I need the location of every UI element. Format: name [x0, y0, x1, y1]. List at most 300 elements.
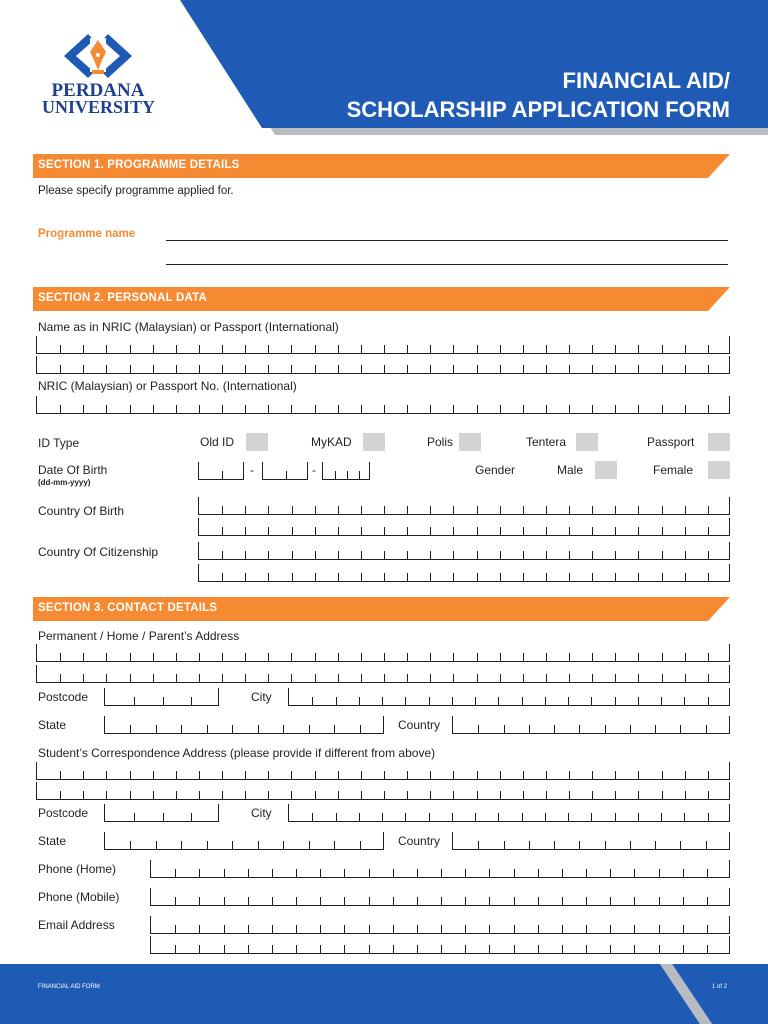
comb-divider	[407, 527, 408, 535]
comb-divider	[83, 674, 84, 682]
comb-divider	[384, 674, 385, 682]
comb-divider	[430, 771, 431, 779]
section2-title: SECTION 2. PERSONAL DATA	[38, 292, 208, 304]
comb-divider	[465, 945, 466, 953]
comb-divider	[268, 405, 269, 413]
comb-divider	[291, 674, 292, 682]
comb-divider	[453, 527, 454, 535]
comb-divider	[546, 506, 547, 514]
comb-divider	[175, 925, 176, 933]
postcode2-field[interactable]	[104, 804, 219, 822]
comb-divider	[538, 897, 539, 905]
comb-divider	[569, 405, 570, 413]
comb-divider	[569, 527, 570, 535]
comb-divider	[224, 925, 225, 933]
comb-divider	[407, 405, 408, 413]
comb-divider	[222, 771, 223, 779]
logo-line1: PERDANA	[51, 80, 145, 101]
comb-divider	[529, 725, 530, 733]
comb-divider	[338, 771, 339, 779]
comb-divider	[680, 725, 681, 733]
comb-divider	[338, 365, 339, 373]
comb-divider	[708, 345, 709, 353]
comb-divider	[523, 345, 524, 353]
comb-divider	[292, 551, 293, 559]
comb-divider	[662, 345, 663, 353]
comb-divider	[245, 527, 246, 535]
comb-divider	[592, 791, 593, 799]
country2-field[interactable]	[452, 832, 730, 850]
state-field[interactable]	[104, 716, 384, 734]
dob-format: (dd-mm-yyyy)	[38, 478, 91, 487]
comb-divider	[586, 925, 587, 933]
comb-divider	[504, 725, 505, 733]
comb-divider	[224, 869, 225, 877]
comb-divider	[592, 551, 593, 559]
comb-divider	[315, 405, 316, 413]
comb-divider	[586, 945, 587, 953]
comb-divider	[592, 365, 593, 373]
comb-divider	[245, 573, 246, 581]
comb-divider	[708, 527, 709, 535]
comb-divider	[272, 897, 273, 905]
city2-field[interactable]	[288, 804, 730, 822]
comb-divider	[134, 697, 135, 705]
comb-divider	[344, 925, 345, 933]
comb-divider	[199, 345, 200, 353]
comb-divider	[615, 791, 616, 799]
comb-divider	[60, 365, 61, 373]
comb-divider	[685, 573, 686, 581]
comb-divider	[475, 697, 476, 705]
comb-divider	[498, 813, 499, 821]
comb-divider	[407, 345, 408, 353]
comb-divider	[465, 897, 466, 905]
comb-divider	[199, 653, 200, 661]
gender-male-label: Male	[557, 463, 584, 477]
comb-divider	[245, 653, 246, 661]
comb-divider	[708, 573, 709, 581]
country-citizenship-field-row2[interactable]	[198, 564, 730, 582]
comb-divider	[130, 841, 131, 849]
dob-label: Date Of Birth	[38, 463, 108, 477]
comb-divider	[708, 697, 709, 705]
comb-divider	[268, 674, 269, 682]
comb-divider	[477, 527, 478, 535]
comb-divider	[569, 653, 570, 661]
correspondence-address-row2[interactable]	[36, 782, 730, 800]
comb-divider	[605, 725, 606, 733]
comb-divider	[706, 725, 707, 733]
comb-divider	[569, 674, 570, 682]
comb-divider	[500, 345, 501, 353]
comb-divider	[477, 573, 478, 581]
comb-divider	[417, 925, 418, 933]
comb-divider	[344, 897, 345, 905]
comb-divider	[83, 791, 84, 799]
comb-divider	[384, 365, 385, 373]
nric-field[interactable]	[36, 396, 730, 414]
comb-divider	[659, 869, 660, 877]
id-option-passport-checkbox[interactable]	[708, 433, 730, 451]
comb-divider	[638, 653, 639, 661]
correspondence-address-row1[interactable]	[36, 762, 730, 780]
comb-divider	[83, 405, 84, 413]
comb-divider	[338, 551, 339, 559]
comb-divider	[292, 573, 293, 581]
comb-divider	[523, 791, 524, 799]
postcode2-label: Postcode	[38, 806, 89, 820]
comb-divider	[245, 506, 246, 514]
dob-sep-1: -	[250, 463, 254, 477]
comb-divider	[662, 506, 663, 514]
nric-label: NRIC (Malaysian) or Passport No. (International)	[38, 379, 297, 393]
comb-divider	[268, 506, 269, 514]
country-birth-label: Country Of Birth	[38, 504, 125, 518]
comb-divider	[514, 897, 515, 905]
comb-divider	[361, 653, 362, 661]
comb-divider	[504, 841, 505, 849]
comb-divider	[546, 674, 547, 682]
dob-sep-2: -	[312, 463, 316, 477]
comb-divider	[417, 869, 418, 877]
comb-divider	[248, 945, 249, 953]
comb-divider	[685, 771, 686, 779]
comb-divider	[685, 365, 686, 373]
id-option-polis-checkbox[interactable]	[459, 433, 481, 451]
comb-divider	[477, 345, 478, 353]
comb-divider	[248, 869, 249, 877]
dob-day-field[interactable]	[198, 462, 244, 480]
comb-divider	[338, 345, 339, 353]
comb-divider	[338, 573, 339, 581]
comb-divider	[181, 725, 182, 733]
comb-divider	[312, 697, 313, 705]
comb-divider	[592, 527, 593, 535]
dob-month-field[interactable]	[262, 462, 308, 480]
comb-divider	[662, 771, 663, 779]
comb-divider	[615, 405, 616, 413]
comb-divider	[361, 674, 362, 682]
state-label: State	[38, 718, 67, 732]
comb-divider	[441, 945, 442, 953]
comb-divider	[430, 674, 431, 682]
comb-divider	[568, 697, 569, 705]
comb-divider	[199, 771, 200, 779]
comb-divider	[453, 345, 454, 353]
comb-divider	[407, 653, 408, 661]
comb-divider	[429, 697, 430, 705]
comb-divider	[662, 405, 663, 413]
comb-divider	[384, 405, 385, 413]
comb-divider	[592, 345, 593, 353]
comb-divider	[309, 725, 310, 733]
comb-divider	[638, 551, 639, 559]
comb-divider	[315, 365, 316, 373]
state2-field[interactable]	[104, 832, 384, 850]
comb-divider	[523, 551, 524, 559]
comb-divider	[130, 405, 131, 413]
comb-divider	[369, 945, 370, 953]
comb-divider	[153, 365, 154, 373]
comb-divider	[283, 725, 284, 733]
comb-divider	[498, 697, 499, 705]
comb-divider	[592, 771, 593, 779]
comb-divider	[106, 365, 107, 373]
comb-divider	[489, 869, 490, 877]
comb-divider	[707, 869, 708, 877]
comb-divider	[222, 405, 223, 413]
comb-divider	[523, 653, 524, 661]
comb-divider	[336, 813, 337, 821]
comb-divider	[684, 697, 685, 705]
comb-divider	[176, 345, 177, 353]
comb-divider	[546, 345, 547, 353]
section3-title: SECTION 3. CONTACT DETAILS	[38, 602, 218, 614]
comb-divider	[500, 771, 501, 779]
country-birth-field-row1[interactable]	[198, 497, 730, 515]
comb-divider	[615, 551, 616, 559]
comb-divider	[545, 697, 546, 705]
id-option-tentera-checkbox[interactable]	[576, 433, 598, 451]
comb-divider	[175, 897, 176, 905]
comb-divider	[500, 405, 501, 413]
id-option-polis-label: Polis	[427, 435, 454, 449]
comb-divider	[334, 841, 335, 849]
city2-label: City	[251, 806, 272, 820]
comb-divider	[286, 471, 287, 479]
comb-divider	[655, 725, 656, 733]
comb-divider	[338, 674, 339, 682]
comb-divider	[615, 813, 616, 821]
comb-divider	[361, 771, 362, 779]
comb-divider	[500, 506, 501, 514]
comb-divider	[106, 674, 107, 682]
comb-divider	[615, 573, 616, 581]
comb-divider	[685, 506, 686, 514]
comb-divider	[207, 725, 208, 733]
comb-divider	[384, 653, 385, 661]
comb-divider	[708, 365, 709, 373]
comb-divider	[615, 365, 616, 373]
comb-divider	[592, 573, 593, 581]
comb-divider	[546, 791, 547, 799]
dob-year-field[interactable]	[322, 462, 370, 480]
comb-divider	[615, 771, 616, 779]
comb-divider	[369, 897, 370, 905]
comb-divider	[83, 771, 84, 779]
footer-form-name: FINANCIAL AID FORM	[38, 984, 100, 990]
section1-title: SECTION 1. PROGRAMME DETAILS	[38, 159, 240, 171]
comb-divider	[538, 925, 539, 933]
comb-divider	[245, 674, 246, 682]
state2-label: State	[38, 834, 67, 848]
comb-divider	[268, 653, 269, 661]
comb-divider	[605, 841, 606, 849]
comb-divider	[453, 551, 454, 559]
comb-divider	[453, 365, 454, 373]
comb-divider	[615, 527, 616, 535]
phone-home-field[interactable]	[150, 860, 730, 878]
comb-divider	[630, 841, 631, 849]
email-field-row1[interactable]	[150, 916, 730, 934]
university-logo-icon	[58, 30, 138, 82]
comb-divider	[292, 506, 293, 514]
comb-divider	[153, 791, 154, 799]
comb-divider	[199, 791, 200, 799]
comb-divider	[130, 771, 131, 779]
city-field[interactable]	[288, 688, 730, 706]
comb-divider	[407, 771, 408, 779]
comb-divider	[83, 365, 84, 373]
comb-divider	[659, 897, 660, 905]
comb-divider	[630, 725, 631, 733]
comb-divider	[361, 365, 362, 373]
comb-divider	[477, 653, 478, 661]
comb-divider	[523, 405, 524, 413]
comb-divider	[707, 925, 708, 933]
comb-divider	[60, 771, 61, 779]
comb-divider	[315, 527, 316, 535]
comb-divider	[430, 345, 431, 353]
programme-instruction: Please specify programme applied for.	[38, 185, 234, 197]
id-option-tentera-label: Tentera	[526, 435, 567, 449]
comb-divider	[569, 573, 570, 581]
gender-male-checkbox[interactable]	[595, 461, 617, 479]
country-citizenship-field-row1[interactable]	[198, 542, 730, 560]
comb-divider	[359, 813, 360, 821]
name-field-row1[interactable]	[36, 336, 730, 354]
comb-divider	[248, 897, 249, 905]
comb-divider	[708, 405, 709, 413]
comb-divider	[315, 791, 316, 799]
id-option-mykad-checkbox[interactable]	[363, 433, 385, 451]
comb-divider	[245, 791, 246, 799]
comb-divider	[393, 945, 394, 953]
permanent-address-row2[interactable]	[36, 665, 730, 683]
comb-divider	[393, 897, 394, 905]
comb-divider	[130, 365, 131, 373]
comb-divider	[568, 813, 569, 821]
comb-divider	[320, 897, 321, 905]
comb-divider	[417, 945, 418, 953]
comb-divider	[232, 841, 233, 849]
comb-divider	[634, 925, 635, 933]
comb-divider	[361, 791, 362, 799]
gender-female-label: Female	[653, 463, 694, 477]
comb-divider	[683, 869, 684, 877]
permanent-address-row1[interactable]	[36, 644, 730, 662]
gender-female-checkbox[interactable]	[708, 461, 730, 479]
comb-divider	[268, 365, 269, 373]
comb-divider	[523, 674, 524, 682]
comb-divider	[569, 551, 570, 559]
section3-header	[33, 597, 730, 621]
comb-divider	[708, 791, 709, 799]
comb-divider	[685, 551, 686, 559]
comb-divider	[268, 573, 269, 581]
comb-divider	[153, 674, 154, 682]
country2-label: Country	[398, 834, 441, 848]
id-option-old-id-checkbox[interactable]	[246, 433, 268, 451]
comb-divider	[638, 345, 639, 353]
comb-divider	[586, 897, 587, 905]
comb-divider	[222, 345, 223, 353]
comb-divider	[615, 506, 616, 514]
comb-divider	[489, 897, 490, 905]
comb-divider	[360, 725, 361, 733]
comb-divider	[453, 791, 454, 799]
comb-divider	[610, 897, 611, 905]
comb-divider	[296, 945, 297, 953]
comb-divider	[500, 551, 501, 559]
section1-header	[33, 154, 730, 178]
comb-divider	[538, 869, 539, 877]
comb-divider	[393, 925, 394, 933]
comb-divider	[592, 674, 593, 682]
phone-mobile-field[interactable]	[150, 888, 730, 906]
comb-divider	[592, 506, 593, 514]
comb-divider	[662, 653, 663, 661]
email-field-row2[interactable]	[150, 936, 730, 954]
comb-divider	[659, 925, 660, 933]
comb-divider	[592, 653, 593, 661]
comb-divider	[615, 697, 616, 705]
comb-divider	[554, 841, 555, 849]
comb-divider	[153, 405, 154, 413]
comb-divider	[258, 725, 259, 733]
comb-divider	[500, 365, 501, 373]
comb-divider	[176, 771, 177, 779]
programme-name-line-2[interactable]	[166, 264, 728, 265]
comb-divider	[546, 771, 547, 779]
country-field[interactable]	[452, 716, 730, 734]
comb-divider	[441, 869, 442, 877]
comb-divider	[545, 813, 546, 821]
comb-divider	[382, 697, 383, 705]
comb-divider	[312, 813, 313, 821]
logo-line2: UNIVERSITY	[42, 97, 156, 117]
programme-name-line-1[interactable]	[166, 240, 728, 241]
comb-divider	[199, 897, 200, 905]
comb-divider	[315, 506, 316, 514]
comb-divider	[500, 527, 501, 535]
comb-divider	[659, 945, 660, 953]
correspondence-address-label: Student’s Correspondence Address (please provide if different from above)	[38, 746, 436, 760]
comb-divider	[315, 345, 316, 353]
country-birth-field-row2[interactable]	[198, 518, 730, 536]
comb-divider	[106, 791, 107, 799]
id-option-old-id-label: Old ID	[200, 435, 235, 449]
comb-divider	[638, 813, 639, 821]
comb-divider	[384, 791, 385, 799]
comb-divider	[222, 653, 223, 661]
comb-divider	[407, 365, 408, 373]
comb-divider	[430, 573, 431, 581]
comb-divider	[106, 345, 107, 353]
comb-divider	[579, 725, 580, 733]
comb-divider	[707, 945, 708, 953]
name-field-row2[interactable]	[36, 356, 730, 374]
comb-divider	[191, 813, 192, 821]
postcode-field[interactable]	[104, 688, 219, 706]
comb-divider	[222, 573, 223, 581]
comb-divider	[60, 653, 61, 661]
comb-divider	[586, 869, 587, 877]
comb-divider	[369, 925, 370, 933]
comb-divider	[591, 697, 592, 705]
comb-divider	[334, 725, 335, 733]
